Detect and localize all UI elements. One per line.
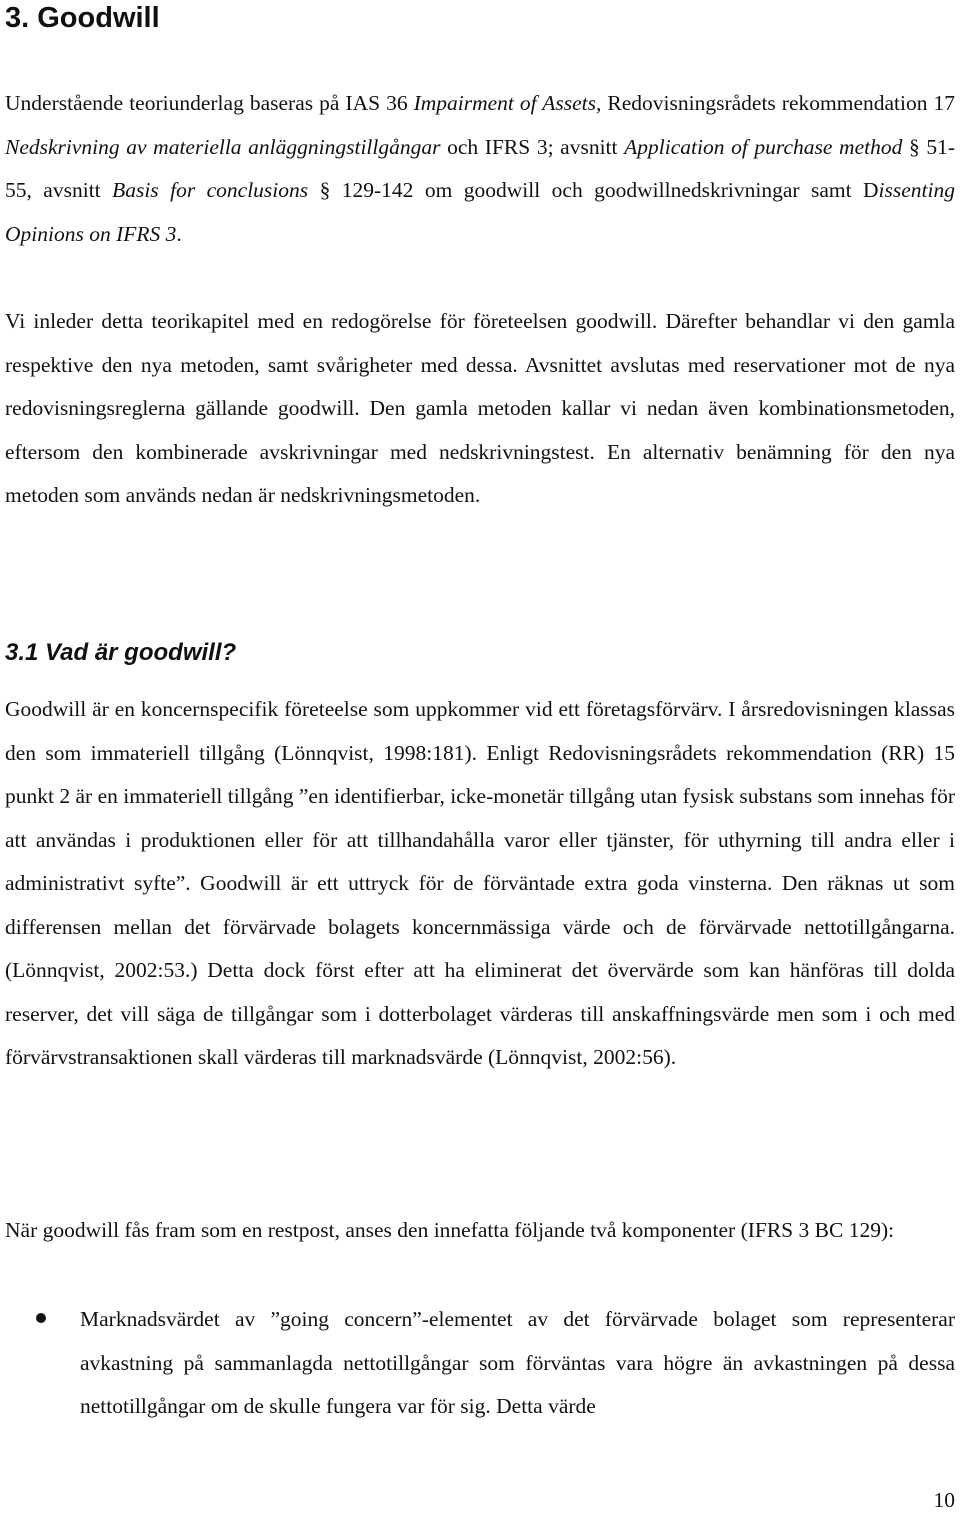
chapter-heading: 3. Goodwill: [5, 2, 160, 34]
intro-paragraph: [5, 82, 955, 256]
bullet-icon: [36, 1313, 46, 1323]
list-item: [0, 1298, 955, 1429]
intro-text-3: och IFRS 3; avsnitt: [440, 134, 625, 159]
intro-italic-4: Basis for conclusions: [112, 178, 309, 202]
intro-italic-5: issenting Opinions on IFRS 3: [5, 178, 955, 246]
page-number: 10: [933, 1488, 955, 1512]
components-paragraph: När goodwill fås fram som en restpost, anses den innefatta följande två komponenter (IFRS 3 BC 129):: [5, 1218, 895, 1242]
intro-text-4: § 51-55, avsnitt: [5, 134, 955, 202]
list-item-text: Marknadsvärdet av ”going concern”-elementet av det förvärvade bolaget som representerar avkastning på sammanlagda nettotillgångar som förväntas vara högre än avkastningen på dessa nettotillgångar om de skulle fungera var för sig. Detta värde: [80, 1307, 955, 1418]
intro-italic-1: Impairment of Assets,: [413, 91, 602, 115]
section-heading: 3.1 Vad är goodwill?: [5, 639, 237, 666]
outline-paragraph: Vi inleder detta teorikapitel med en redogörelse för företeelsen goodwill. Därefter behandlar vi den gamla respektive den nya metoden, samt svårigheter med dessa. Avsnittet avslutas med reservationer mot de nya redovisningsreglerna gällande goodwill. Den gamla metoden kallar vi nedan även kombinationsmetoden, eftersom den kombinerade avskrivningar med nedskrivningstest. En alternativ benämning för den nya metoden som används nedan är nedskrivningsmetoden.: [5, 309, 955, 507]
intro-text-5: § 129-142 om goodwill och goodwillnedskrivningar samt D: [308, 178, 879, 202]
definition-paragraph: Goodwill är en koncernspecifik företeelse som uppkommer vid ett företagsförvärv. I årsredovisningen klassas den som immateriell tillgång (Lönnqvist, 1998:181). Enligt Redovisningsrådets rekommendation (RR) 15 punkt 2 är en immateriell tillgång ”en identifierbar, icke-monetär tillgång utan fysisk substans som innehas för att användas i produktionen eller för att tillhandahålla varor eller tjänster, för uthyrning till andra eller i administrativt syfte”. Goodwill är ett uttryck för de förväntade extra goda vinsterna. Den räknas ut som differensen mellan det förvärvade bolagets koncernmässiga värde och de förvärvade nettotillgångarna. (Lönnqvist, 2002:53.) Detta dock först efter att ha eliminerat det övervärde som kan hänföras till dolda reserver, det vill säga de tillgångar som i dotterbolaget värderas till anskaffningsvärde men som i och med förvärvstransaktionen skall värderas till marknadsvärde (Lönnqvist, 2002:56).: [5, 697, 955, 1069]
intro-italic-2: Nedskrivning av materiella anläggningstillgångar: [5, 134, 441, 159]
intro-text-1: Understående teoriunderlag baseras på IAS 36: [5, 91, 414, 115]
intro-italic-3: Application of purchase method: [624, 134, 903, 159]
intro-text-2: Redovisningsrådets rekommendation 17: [601, 91, 955, 115]
components-list: [0, 1298, 960, 1429]
intro-text-6: .: [176, 221, 182, 246]
